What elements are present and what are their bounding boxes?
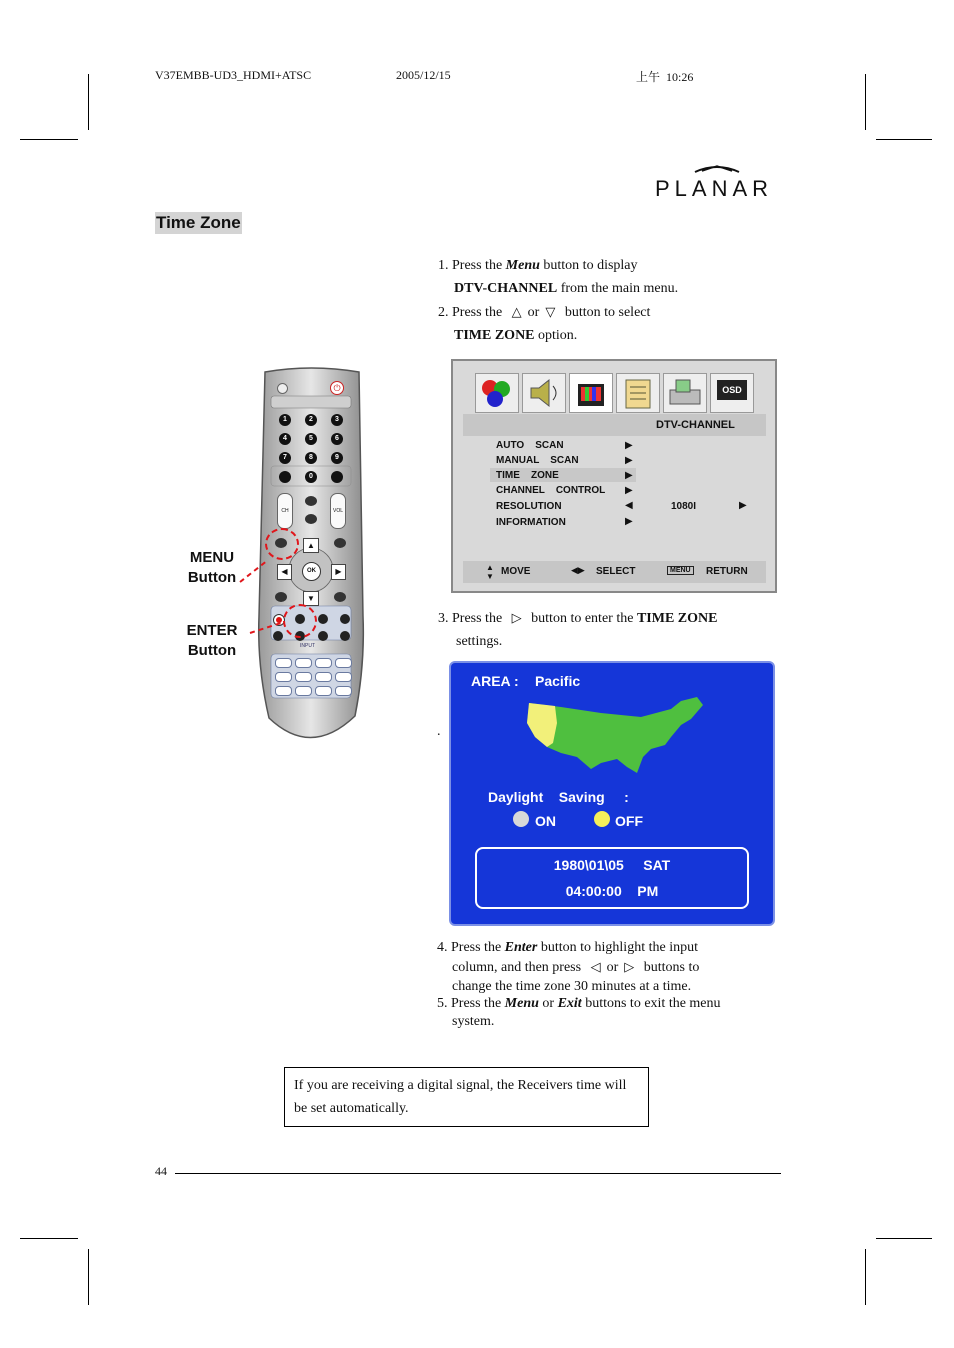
crop-mark [88, 1249, 89, 1305]
usa-map-icon [521, 693, 707, 785]
arrow-right-icon: ▶ [625, 470, 633, 481]
time-zone-keyword: TIME ZONE [636, 611, 718, 626]
on-label: ON [535, 813, 556, 829]
input-source-button[interactable] [275, 686, 292, 696]
crop-mark [20, 139, 78, 140]
input-source-button[interactable] [335, 672, 352, 682]
left-arrow-button[interactable]: ◀ [277, 564, 292, 580]
number-key-5[interactable]: 5 [305, 433, 317, 445]
time-zone-keyword: TIME ZONE [454, 328, 535, 343]
input-source-button[interactable] [295, 672, 312, 682]
input-source-button[interactable] [315, 658, 332, 668]
light-button[interactable] [277, 383, 288, 394]
setup-icon [663, 373, 707, 413]
input-source-button[interactable] [275, 672, 292, 682]
next-button[interactable] [340, 614, 350, 624]
step-text: or [527, 305, 540, 320]
forward-button[interactable] [318, 631, 328, 641]
number-key-2[interactable]: 2 [305, 414, 317, 426]
number-key-9[interactable]: 9 [331, 452, 343, 464]
crop-mark [865, 1249, 866, 1305]
up-arrow-button[interactable]: ▲ [303, 538, 319, 553]
leader-lines [238, 540, 298, 640]
menu-item-channel-control[interactable]: CHANNEL CONTROL [496, 485, 606, 496]
menu-item-information[interactable]: INFORMATION [496, 517, 566, 528]
step-text: button to enter the [527, 611, 637, 626]
right-arrow-button[interactable]: ▶ [331, 564, 346, 580]
off-radio[interactable] [594, 811, 610, 827]
menu-title-bar [463, 414, 766, 436]
doc-time: 上午 10:26 [636, 70, 694, 84]
date-time-box[interactable] [475, 847, 749, 909]
step-text: or [538, 996, 558, 1011]
info-button[interactable] [334, 538, 346, 548]
step-text: buttons to exit the menu [581, 996, 721, 1011]
arrow-right-icon: ▶ [625, 516, 633, 527]
crop-mark [88, 74, 89, 130]
number-key-8[interactable]: 8 [305, 452, 317, 464]
left-right-icon: ◀▶ [571, 565, 585, 575]
menu-keyword: Menu [504, 996, 539, 1011]
menu-keyword: Menu [505, 258, 540, 273]
step-3 [438, 606, 717, 653]
menu-help-bar [463, 561, 766, 583]
menu-icon-bar [475, 373, 767, 415]
callout-text: Button [187, 642, 237, 659]
note-text: If you are receiving a digital signal, the Receivers time will be set automatically. [294, 1078, 627, 1116]
area-label: AREA : [471, 673, 519, 689]
ok-button[interactable]: OK [302, 562, 321, 581]
input-source-button[interactable] [275, 658, 292, 668]
step-text: 5. Press the [437, 996, 505, 1011]
stop-button[interactable] [318, 614, 328, 624]
callout-text: Button [187, 569, 237, 586]
doc-date: 2005/12/15 [396, 68, 451, 82]
number-key-1[interactable]: 1 [279, 414, 291, 426]
footer-rule [175, 1173, 781, 1174]
power-icon[interactable]: ⏻ [330, 381, 344, 395]
arrow-right-icon: ▶ [625, 440, 633, 451]
off-label: OFF [615, 813, 643, 829]
step-text: change the time zone 30 minutes at a time. [452, 979, 692, 994]
step-1 [438, 254, 678, 300]
time-value: 04:00:00 PM [565, 883, 659, 899]
number-key-7[interactable]: 7 [279, 452, 291, 464]
skip-button[interactable] [340, 631, 350, 641]
step-text: from the main menu. [557, 281, 679, 296]
on-radio[interactable] [513, 811, 529, 827]
crop-mark [876, 1238, 932, 1239]
enter-keyword: Enter [504, 940, 538, 955]
callout-text: ENTER [186, 622, 238, 639]
date-value: 1980\01\05 SAT [553, 857, 671, 873]
step-text: column, and then press [452, 960, 585, 975]
step-text: 1. Press the [438, 258, 506, 273]
step-text: button to display [539, 258, 638, 273]
menu-title: DTV-CHANNEL [656, 419, 735, 431]
step-text: 4. Press the [437, 940, 505, 955]
dtv-channel-menu-screen [451, 359, 777, 593]
enter-key[interactable] [331, 471, 343, 483]
channel-rocker[interactable]: CH [277, 493, 293, 529]
input-source-button[interactable] [295, 686, 312, 696]
right-triangle-icon: ▷ [624, 959, 635, 974]
menu-item-resolution[interactable]: RESOLUTION [496, 501, 562, 512]
step-2 [438, 300, 650, 347]
step-text: option. [534, 328, 578, 343]
input-source-button[interactable] [315, 672, 332, 682]
number-key-0[interactable]: 0 [305, 471, 317, 483]
step-text: settings. [456, 634, 503, 649]
arrow-right-icon: ▶ [625, 485, 633, 496]
menu-item-auto-scan[interactable]: AUTO SCAN [496, 440, 564, 451]
arrow-right-icon: ▶ [625, 455, 633, 466]
number-key-4[interactable]: 4 [279, 433, 291, 445]
up-down-icon: ▲ ▼ [486, 563, 494, 581]
menu-item-time-zone[interactable]: TIME ZONE [496, 470, 559, 481]
resolution-value: 1080I [671, 501, 697, 512]
right-triangle-icon: ▷ [511, 610, 522, 625]
osd-icon-label: OSD [717, 380, 747, 400]
number-key-3[interactable]: 3 [331, 414, 343, 426]
menu-item-manual-scan[interactable]: MANUAL SCAN [496, 455, 579, 466]
crop-mark [20, 1238, 78, 1239]
arrow-right-icon: ▶ [739, 500, 747, 511]
input-source-button[interactable] [335, 686, 352, 696]
time-zone-settings-screen [449, 661, 775, 926]
step-text: 3. Press the [438, 611, 506, 626]
recall-button[interactable] [305, 514, 317, 524]
plus-100-key[interactable] [279, 471, 291, 483]
number-key-6[interactable]: 6 [331, 433, 343, 445]
sound-icon [522, 373, 566, 413]
step-text: system. [452, 1014, 495, 1029]
crop-mark [865, 74, 866, 130]
logo-text: PLANAR [655, 176, 774, 201]
step-5 [437, 995, 721, 1031]
document-icon [616, 373, 660, 413]
stray-dot: . [437, 724, 441, 739]
input-label: INPUT [300, 643, 315, 649]
step-4 [437, 938, 699, 996]
up-triangle-icon: △ [511, 304, 522, 319]
step-text: button to select [561, 305, 651, 320]
osd-icon [710, 373, 754, 413]
exit-keyword: Exit [557, 996, 582, 1011]
dtv-channel-keyword: DTV-CHANNEL [454, 281, 558, 296]
left-triangle-icon: ◁ [590, 959, 601, 974]
input-source-button[interactable] [295, 658, 312, 668]
planar-logo [655, 160, 780, 202]
page-number: 44 [155, 1164, 167, 1178]
daylight-saving-label: Daylight Saving : [488, 789, 629, 805]
select-hint: SELECT [596, 566, 636, 577]
step-text: or [606, 960, 619, 975]
area-value[interactable]: Pacific [535, 673, 581, 689]
crop-mark [876, 139, 932, 140]
tv-icon [569, 373, 613, 413]
exit-button[interactable] [334, 592, 346, 602]
mute-button[interactable] [305, 496, 317, 506]
return-hint: RETURN [706, 566, 748, 577]
menu-key-icon: MENU [667, 566, 694, 575]
picture-icon [475, 373, 519, 413]
down-triangle-icon: ▽ [545, 304, 556, 319]
callout-text: MENU [189, 549, 235, 566]
arrow-left-icon: ◀ [625, 500, 633, 511]
note-box [284, 1067, 649, 1127]
step-text: 2. Press the [438, 305, 506, 320]
input-source-button[interactable] [315, 686, 332, 696]
move-hint: MOVE [501, 566, 531, 577]
volume-rocker[interactable]: VOL [330, 493, 346, 529]
doc-id: V37EMBB-UD3_HDMI+ATSC [155, 68, 312, 82]
section-title: Time Zone [156, 213, 241, 232]
enter-button-callout [178, 621, 246, 661]
step-text: buttons to [640, 960, 700, 975]
step-text: button to highlight the input [537, 940, 698, 955]
down-arrow-button[interactable]: ▼ [303, 591, 319, 606]
menu-button-callout [178, 548, 246, 588]
input-source-button[interactable] [335, 658, 352, 668]
